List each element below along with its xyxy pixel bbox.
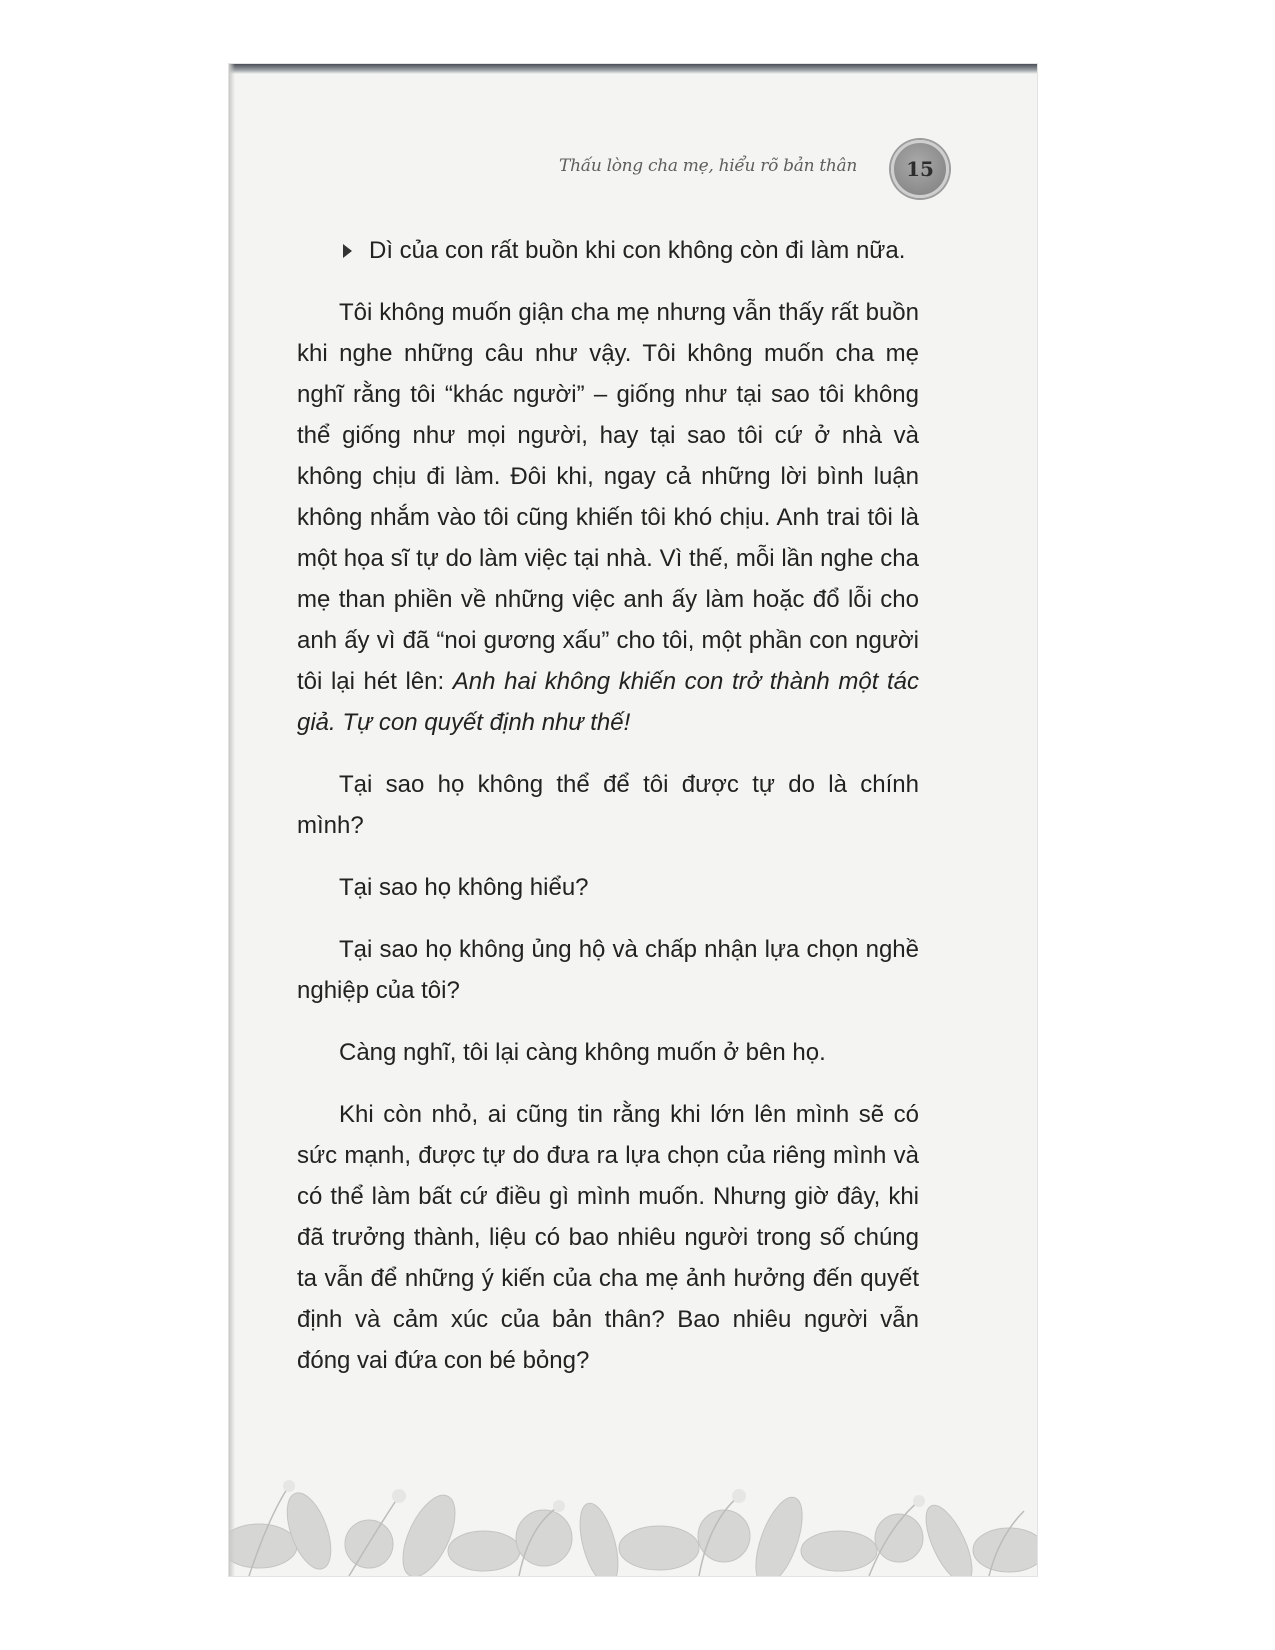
paragraph bbox=[297, 292, 919, 743]
paragraph: Khi còn nhỏ, ai cũng tin rằng khi lớn lên mình sẽ có sức mạnh, được tự do đưa ra lựa chọn của riêng mình và có thể làm bất cứ điều gì mình muốn. Nhưng giờ đây, khi đã trưởng thành, liệu có bao nhiêu người trong số chúng ta vẫn để những ý kiến của cha mẹ ảnh hưởng đến quyết định và cảm xúc của bản thân? Bao nhiêu người vẫn đóng vai đứa con bé bỏng? bbox=[297, 1101, 919, 1374]
running-title: Thấu lòng cha mẹ, hiểu rõ bản thân bbox=[559, 156, 857, 176]
paragraph: Tại sao họ không ủng hộ và chấp nhận lựa chọn nghề nghiệp của tôi? bbox=[297, 936, 919, 1004]
triangle-bullet-icon bbox=[343, 244, 352, 258]
paragraph: Tại sao họ không thể để tôi được tự do là chính mình? bbox=[297, 771, 919, 839]
bullet-text: Dì của con rất buồn khi con không còn đi làm nữa. bbox=[369, 237, 906, 264]
body-text bbox=[297, 230, 919, 1402]
paragraph: Càng nghĩ, tôi lại càng không muốn ở bên họ. bbox=[339, 1039, 826, 1066]
floral-border bbox=[229, 1426, 1037, 1576]
bullet-item bbox=[297, 230, 919, 271]
paragraph: Tại sao họ không hiểu? bbox=[339, 874, 589, 901]
paragraph-text: Tôi không muốn giận cha mẹ nhưng vẫn thấy rất buồn khi nghe những câu như vậy. Tôi không muốn cha mẹ nghĩ rằng tôi “khác người” – giống như tại sao tôi không thể giống như mọi người, hay tại sao tôi cứ ở nhà và không chịu đi làm. Đôi khi, ngay cả những lời bình luận không nhắm vào tôi cũng khiến tôi khó chịu. Anh trai tôi là một họa sĩ tự do làm việc tại nhà. Vì thế, mỗi lần nghe cha mẹ than phiền về những việc anh ấy làm hoặc đổ lỗi cho anh ấy vì đã “noi gương xấu” cho tôi, một phần con người tôi lại hét lên: bbox=[297, 299, 919, 695]
page-number: 15 bbox=[906, 157, 934, 181]
italic-quote: Anh hai không khiến con trở thành một tác giả. Tự con quyết định như thế! bbox=[297, 668, 919, 736]
page-number-badge bbox=[891, 140, 949, 198]
book-page bbox=[229, 64, 1037, 1576]
